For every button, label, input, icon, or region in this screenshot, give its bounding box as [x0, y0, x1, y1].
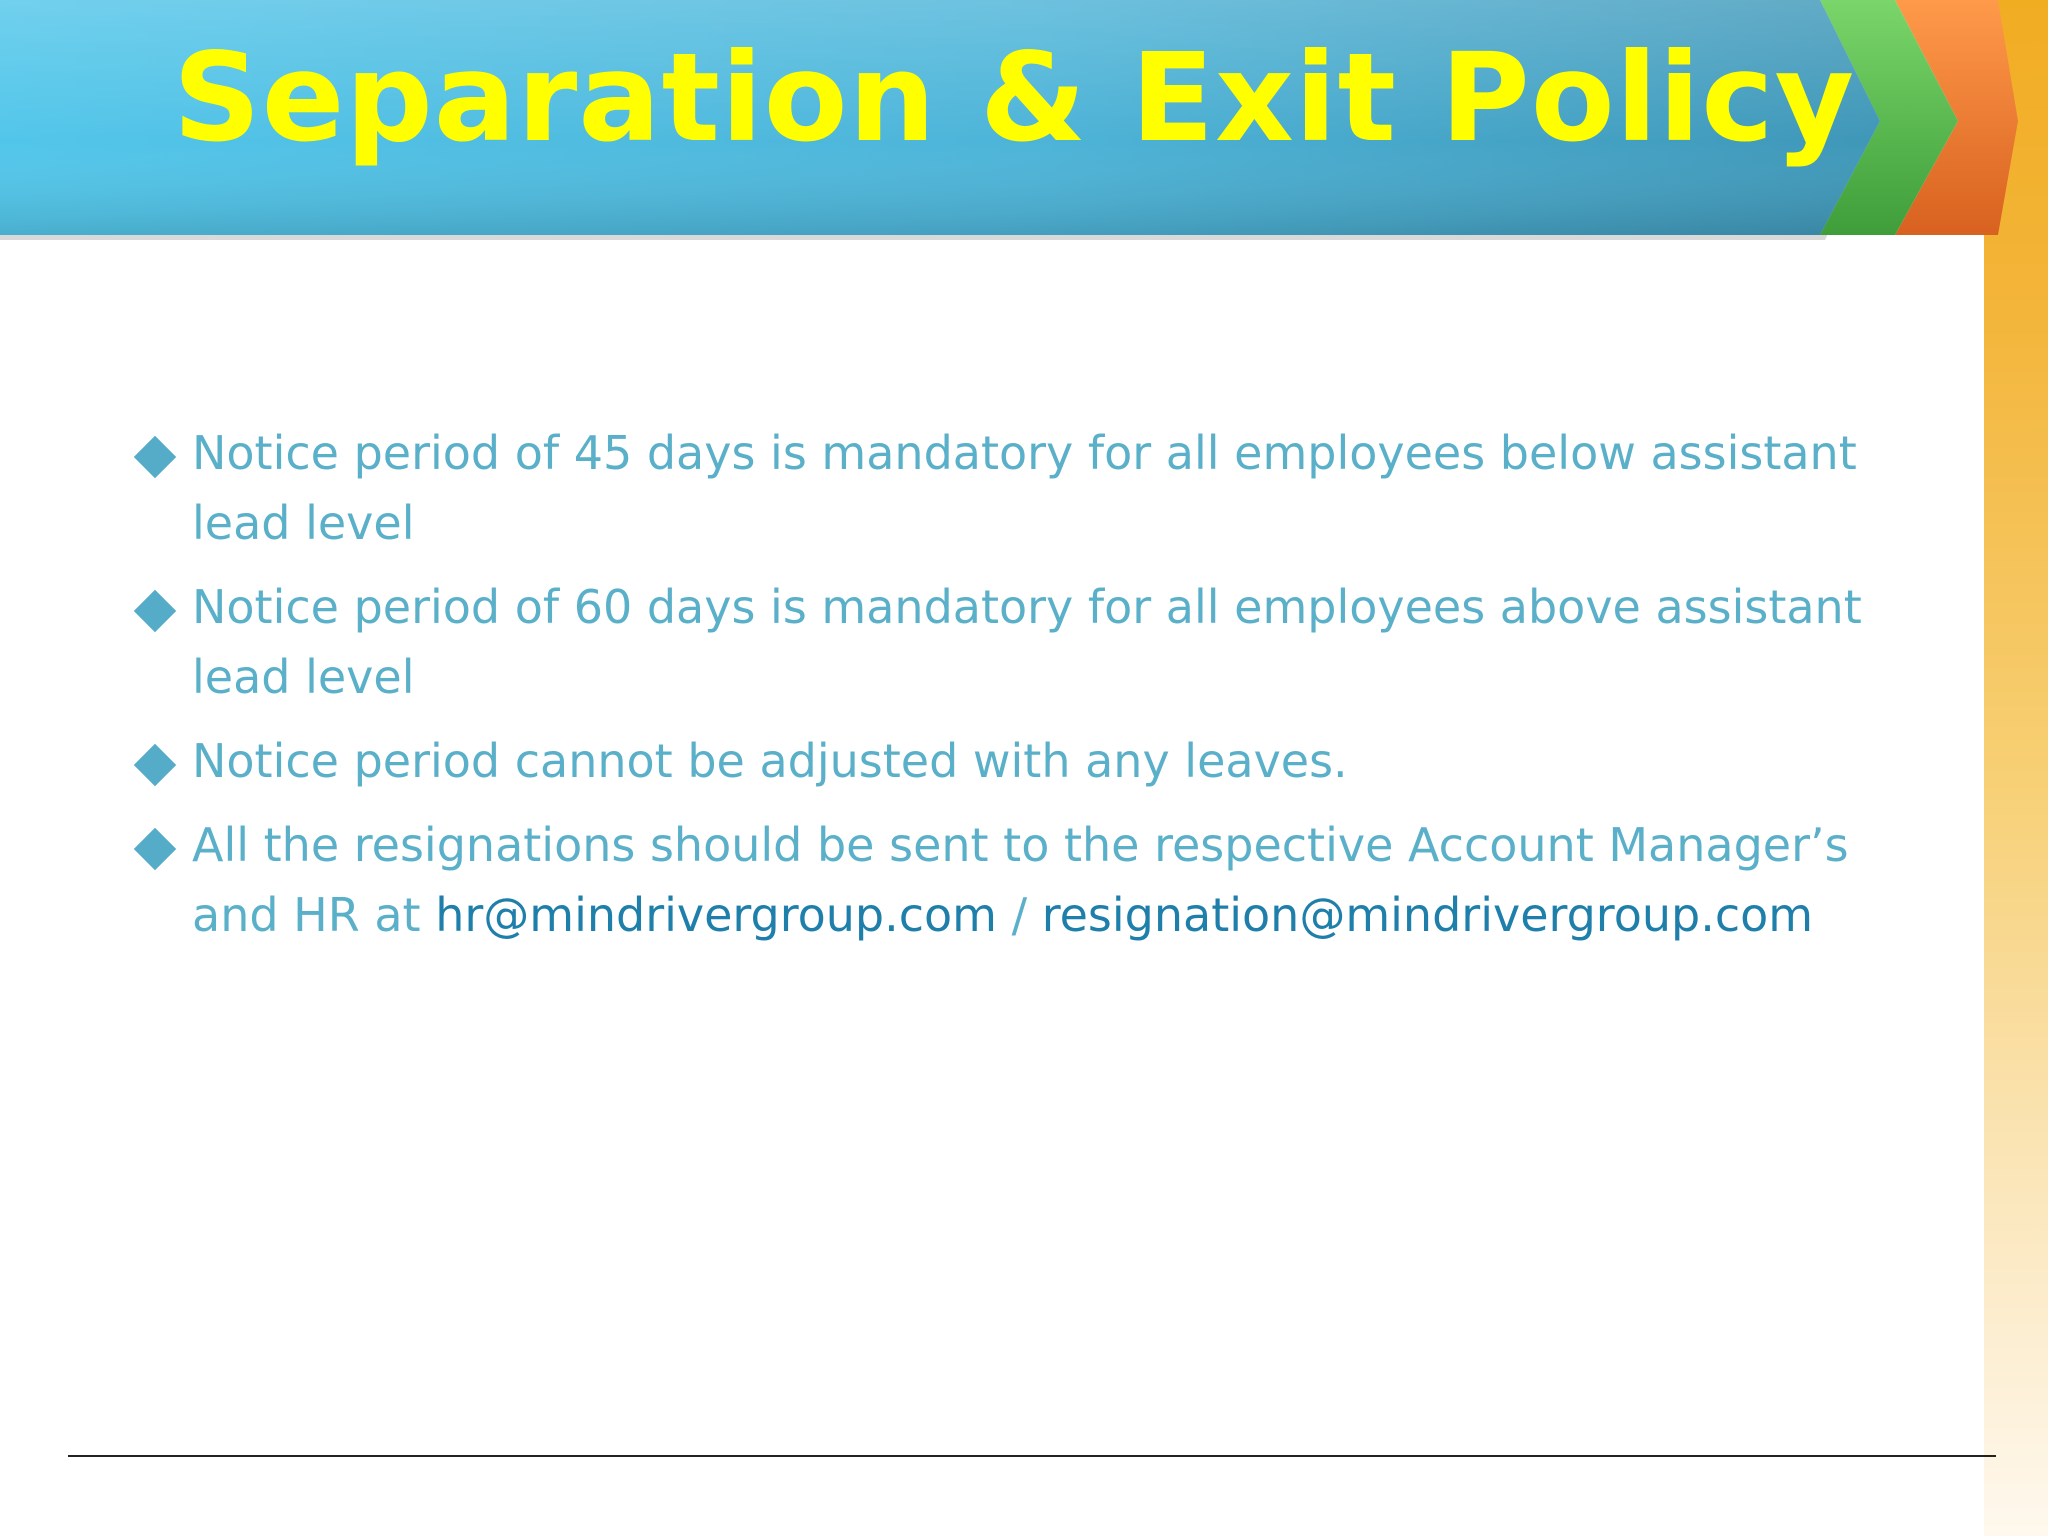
bullet-list — [132, 418, 1892, 964]
bullet-text: Notice period of 45 days is mandatory for all employees below assistant lead level — [192, 426, 1857, 550]
footer-divider — [68, 1455, 1996, 1457]
diamond-bullet-icon — [134, 590, 176, 632]
bullet-text: Notice period cannot be adjusted with any leaves. — [192, 734, 1348, 788]
bullet-text: Notice period of 60 days is mandatory for all employees above assistant lead level — [192, 580, 1862, 704]
bullet-text: All the resignations should be sent to the respective Account Manager’s and HR at — [192, 818, 1849, 942]
bullet-item — [132, 418, 1892, 558]
diamond-bullet-icon — [134, 828, 176, 870]
bullet-item — [132, 572, 1892, 712]
bullet-item — [132, 810, 1892, 950]
diamond-bullet-icon — [134, 436, 176, 478]
email-separator: / — [996, 888, 1042, 942]
resignation-email-link[interactable]: resignation@mindrivergroup.com — [1041, 888, 1814, 942]
hr-email-link[interactable]: hr@mindrivergroup.com — [435, 888, 997, 942]
diamond-bullet-icon — [134, 744, 176, 786]
slide-title: Separation & Exit Policy — [172, 27, 1856, 169]
bullet-item — [132, 726, 1892, 796]
